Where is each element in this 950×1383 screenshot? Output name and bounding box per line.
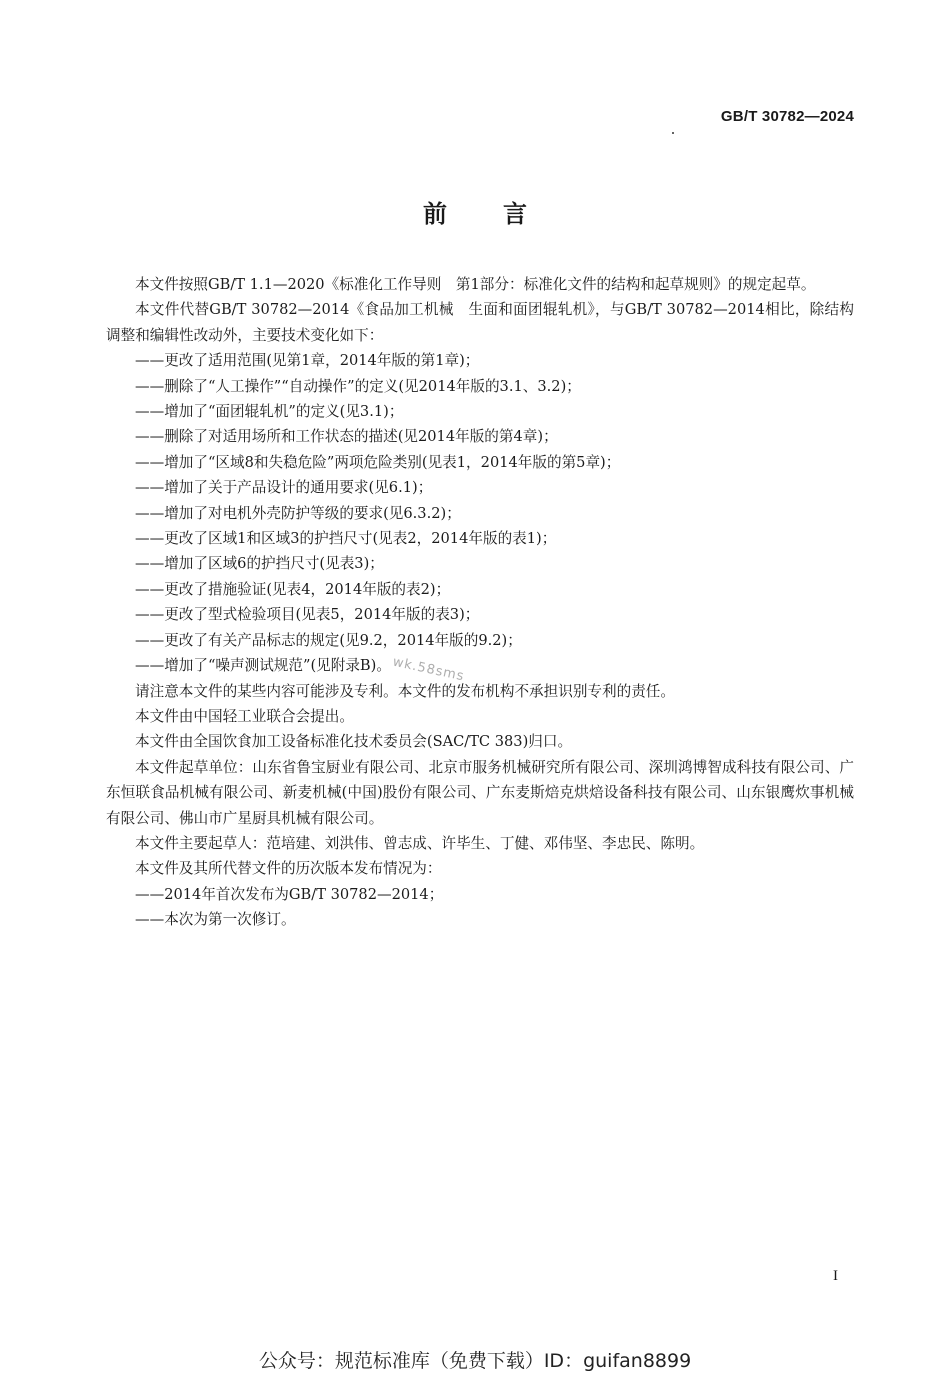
paragraph-committee: 本文件由全国饮食加工设备标准化技术委员会(SAC/TC 383)归口。 (135, 733, 573, 751)
change-item: ——更改了型式检验项目(见表5，2014年版的表3)； (135, 606, 480, 624)
history-item: ——2014年首次发布为GB/T 30782—2014； (135, 885, 444, 903)
page-number: I (833, 1268, 838, 1284)
paragraph-history-intro: 本文件及其所代替文件的历次版本发布情况为： (135, 860, 442, 878)
paragraph-drafting-rules: 本文件按照GB/T 1.1—2020《标准化工作导则 第1部分：标准化文件的结构和起草规则》的规定起草。 (135, 276, 816, 293)
page-title: 前言 (423, 200, 583, 228)
paragraph-replaces: 本文件代替GB/T 30782—2014《食品加工机械 生面和面团辊轧机》，与GB/T 30782—2014相比，除结构调整和编辑性改动外，主要技术变化如下： (106, 301, 854, 344)
change-item: ——更改了适用范围(见第1章，2014年版的第1章)； (135, 352, 480, 370)
change-item: ——增加了对电机外壳防护等级的要求(见6.3.2)； (135, 504, 461, 522)
change-item: ——增加了“噪声测试规范”(见附录B)。 (135, 657, 391, 675)
standard-number: GB/T 30782—2024 (720, 108, 854, 125)
scan-speck (672, 132, 674, 134)
history-item: ——本次为第一次修订。 (135, 911, 296, 929)
watermark: wk.58sms (391, 654, 466, 685)
change-item: ——删除了对适用场所和工作状态的描述(见2014年版的第4章)； (135, 428, 558, 446)
paragraph-drafting-units: 本文件起草单位：山东省鲁宝厨业有限公司、北京市服务机械研究所有限公司、深圳鸿博智成科技有限公司、广东恒联食品机械有限公司、新麦机械(中国)股份有限公司、广东麦斯焙克烘焙设备科技有限公司、山东银鹰炊事机械有限公司、佛山市广星厨具机械有限公司。 (106, 758, 854, 827)
footer-banner: 公众号：规范标准库（免费下载）ID：guifan8899 (258, 1350, 692, 1372)
paragraph-drafters: 本文件主要起草人：范培建、刘洪伟、曾志成、许毕生、丁健、邓伟坚、李忠民、陈明。 (135, 834, 705, 852)
change-item: ——增加了“面团辊轧机”的定义(见3.1)； (135, 403, 404, 421)
change-item: ——更改了措施验证(见表4，2014年版的表2)； (135, 580, 451, 598)
change-item: ——更改了区域1和区域3的护挡尺寸(见表2，2014年版的表1)； (135, 530, 557, 548)
paragraph-proposer: 本文件由中国轻工业联合会提出。 (135, 707, 354, 725)
change-item: ——增加了关于产品设计的通用要求(见6.1)； (135, 479, 433, 497)
change-item: ——增加了“区域8和失稳危险”两项危险类别(见表1，2014年版的第5章)； (135, 453, 621, 471)
change-item: ——删除了“人工操作”“自动操作”的定义(见2014年版的3.1、3.2)； (135, 377, 581, 395)
change-item: ——增加了区域6的护挡尺寸(见表3)； (135, 555, 384, 573)
foreword-body (106, 272, 854, 933)
change-item: ——更改了有关产品标志的规定(见9.2，2014年版的9.2)； (135, 631, 522, 649)
paragraph-patent-notice: 请注意本文件的某些内容可能涉及专利。本文件的发布机构不承担识别专利的责任。 (135, 682, 675, 700)
